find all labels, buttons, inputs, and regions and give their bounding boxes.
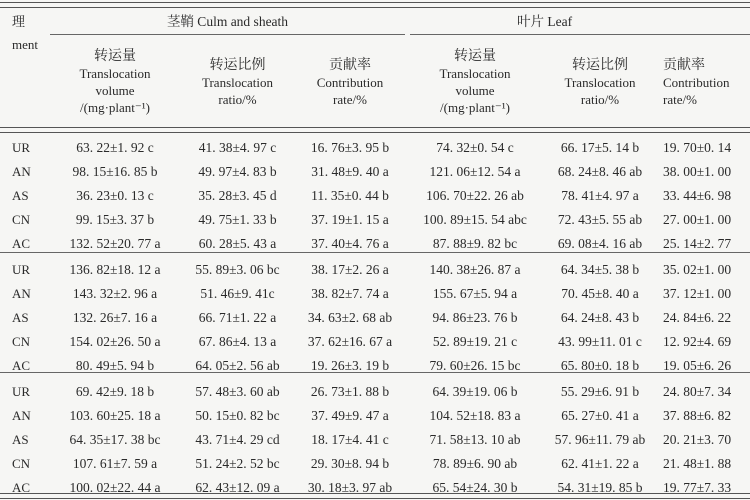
- treatment-label: AN: [12, 286, 31, 301]
- cell-value: 30. 18±3. 97 ab: [307, 480, 393, 495]
- cell-value: 20. 21±3. 70: [663, 432, 732, 447]
- cell-value: 155. 67±5. 94 a: [432, 286, 518, 301]
- cell-value: 37. 12±1. 00: [663, 286, 732, 301]
- group-leaf: 叶片 Leaf: [517, 14, 573, 29]
- cell-value: 16. 76±3. 95 b: [310, 140, 390, 155]
- cell-value: 27. 00±1. 00: [663, 212, 732, 227]
- column-header-2: [295, 34, 405, 130]
- cell-value: 80. 49±5. 94 b: [75, 358, 155, 373]
- cell-value: 51. 46±9. 41c: [200, 286, 275, 301]
- cell-value: 36. 23±0. 13 c: [76, 188, 154, 203]
- table-row: [0, 330, 750, 354]
- cell-value: 12. 92±4. 69: [663, 334, 732, 349]
- cell-value: 98. 15±16. 85 b: [72, 164, 158, 179]
- cell-value: 37. 88±6. 82: [663, 408, 732, 423]
- treatment-header-zh: 理: [12, 13, 26, 29]
- treatment-label: AN: [12, 164, 31, 179]
- cell-value: 37. 40±4. 76 a: [311, 236, 389, 251]
- cell-value: 64. 05±2. 56 ab: [195, 358, 280, 373]
- cell-value: 38. 82±7. 74 a: [311, 286, 389, 301]
- cell-value: 64. 35±17. 38 bc: [69, 432, 161, 447]
- table-row: [0, 476, 750, 500]
- cell-value: 143. 32±2. 96 a: [72, 286, 158, 301]
- cell-value: 43. 71±4. 29 cd: [195, 432, 280, 447]
- table-row: [0, 130, 750, 160]
- cell-value: 19. 70±0. 14: [663, 140, 732, 155]
- table-row: [0, 428, 750, 452]
- cell-value: 121. 06±12. 54 a: [429, 164, 521, 179]
- cell-value: 71. 58±13. 10 ab: [429, 432, 521, 447]
- treatment-label: CN: [12, 456, 31, 471]
- treatment-label: CN: [12, 334, 31, 349]
- cell-value: 65. 27±0. 41 a: [561, 408, 639, 423]
- cell-value: 50. 15±0. 82 bc: [195, 408, 280, 423]
- table-row: [0, 256, 750, 282]
- cell-value: 54. 31±19. 85 b: [557, 480, 643, 495]
- cell-value: 69. 08±4. 16 ab: [557, 236, 643, 251]
- cell-value: 24. 84±6. 22: [663, 310, 732, 325]
- column-header-row: [0, 34, 750, 130]
- cell-value: 62. 41±1. 22 a: [561, 456, 639, 471]
- cell-value: 100. 89±15. 54 abc: [423, 212, 527, 227]
- translocation-table: [0, 6, 750, 500]
- cell-value: 154. 02±26. 50 a: [69, 334, 161, 349]
- column-header-en2: volume: [455, 83, 495, 98]
- treatment-label: UR: [12, 140, 31, 155]
- cell-value: 55. 89±3. 06 bc: [195, 262, 280, 277]
- column-header-zh: 转运量: [94, 49, 136, 64]
- cell-value: 41. 38±4. 97 c: [198, 140, 277, 155]
- cell-value: 104. 52±18. 83 a: [429, 408, 521, 423]
- cell-value: 11. 35±0. 44 b: [311, 188, 389, 203]
- group-culm-sheath: 茎鞘 Culm and sheath: [166, 14, 289, 29]
- cell-value: 25. 14±2. 77: [663, 236, 732, 251]
- treatment-label: UR: [12, 262, 31, 277]
- table-row: [0, 306, 750, 330]
- cell-value: 136. 82±18. 12 a: [69, 262, 161, 277]
- cell-value: 37. 62±16. 67 a: [307, 334, 393, 349]
- cell-value: 132. 52±20. 77 a: [69, 236, 161, 251]
- treatment-label: AS: [12, 310, 29, 325]
- cell-value: 18. 17±4. 41 c: [311, 432, 389, 447]
- cell-value: 26. 73±1. 88 b: [310, 384, 390, 399]
- column-header-en2: ratio/%: [218, 91, 257, 107]
- cell-value: 35. 02±1. 00: [663, 262, 732, 277]
- cell-value: 70. 45±8. 40 a: [561, 286, 639, 301]
- cell-value: 52. 89±19. 21 c: [432, 334, 518, 349]
- cell-value: 66. 17±5. 14 b: [560, 140, 640, 155]
- column-header-en1: Translocation: [439, 66, 511, 81]
- cell-value: 67. 86±4. 13 a: [198, 334, 277, 349]
- column-header-zh: 转运量: [454, 49, 496, 64]
- table-row: [0, 378, 750, 404]
- cell-value: 37. 19±1. 15 a: [311, 212, 389, 227]
- table-row: [0, 282, 750, 306]
- column-header-3: [405, 34, 545, 130]
- cell-value: 38. 00±1. 00: [663, 164, 732, 179]
- cell-value: 63. 22±1. 92 c: [76, 140, 154, 155]
- column-header-en2: volume: [95, 83, 135, 98]
- cell-value: 106. 70±22. 26 ab: [426, 188, 524, 203]
- treatment-label: AS: [12, 188, 29, 203]
- cell-value: 64. 34±5. 38 b: [560, 262, 640, 277]
- column-header-zh: 转运比例: [572, 57, 628, 73]
- cell-value: 31. 48±9. 40 a: [311, 164, 389, 179]
- cell-value: 78. 89±6. 90 ab: [432, 456, 518, 471]
- treatment-label: AC: [12, 358, 31, 373]
- cell-value: 49. 75±1. 33 b: [198, 212, 277, 227]
- column-header-zh: 贡献率: [663, 57, 705, 73]
- cell-value: 35. 28±3. 45 d: [198, 188, 277, 203]
- table-row: [0, 452, 750, 476]
- cell-value: 24. 80±7. 34: [663, 384, 732, 399]
- column-header-en1: Translocation: [79, 66, 151, 81]
- table-row: [0, 354, 750, 378]
- treatment-label: CN: [12, 212, 31, 227]
- cell-value: 62. 43±12. 09 a: [195, 480, 280, 495]
- column-header-en2: rate/%: [663, 91, 697, 107]
- column-header-unit: /(mg·plant⁻¹): [440, 100, 510, 115]
- cell-value: 43. 99±11. 01 c: [558, 334, 642, 349]
- cell-value: 103. 60±25. 18 a: [69, 408, 161, 423]
- cell-value: 65. 54±24. 30 b: [432, 480, 518, 495]
- cell-value: 19. 05±6. 26: [663, 358, 732, 373]
- cell-value: 100. 02±22. 44 a: [69, 480, 161, 495]
- treatment-label: AS: [12, 432, 29, 447]
- cell-value: 34. 63±2. 68 ab: [307, 310, 393, 325]
- column-header-en1: Translocation: [201, 74, 274, 90]
- column-header-unit: /(mg·plant⁻¹): [80, 100, 150, 115]
- cell-value: 55. 29±6. 91 b: [560, 384, 640, 399]
- cell-value: 49. 97±4. 83 b: [198, 164, 277, 179]
- group-header-row: [0, 6, 750, 34]
- cell-value: 78. 41±4. 97 a: [561, 188, 639, 203]
- column-header-en1: Translocation: [564, 74, 636, 90]
- treatment-label: AN: [12, 408, 31, 423]
- column-header-en1: Contribution: [316, 74, 384, 90]
- column-header-en2: ratio/%: [580, 91, 620, 107]
- cell-value: 21. 48±1. 88: [663, 456, 732, 471]
- cell-value: 64. 24±8. 43 b: [560, 310, 640, 325]
- cell-value: 107. 61±7. 59 a: [72, 456, 158, 471]
- cell-value: 57. 48±3. 60 ab: [195, 384, 280, 399]
- treatment-label: UR: [12, 384, 31, 399]
- treatment-label: AC: [12, 480, 31, 495]
- cell-value: 94. 86±23. 76 b: [432, 310, 518, 325]
- table-row: [0, 208, 750, 232]
- cell-value: 65. 80±0. 18 b: [560, 358, 640, 373]
- cell-value: 72. 43±5. 55 ab: [557, 212, 643, 227]
- cell-value: 140. 38±26. 87 a: [429, 262, 521, 277]
- cell-value: 79. 60±26. 15 bc: [429, 358, 521, 373]
- column-header-en2: rate/%: [333, 91, 367, 107]
- column-header-4: [545, 34, 655, 130]
- column-header-en1: Contribution: [663, 74, 730, 90]
- cell-value: 38. 17±2. 26 a: [311, 262, 389, 277]
- cell-value: 19. 26±3. 19 b: [310, 358, 390, 373]
- cell-value: 19. 77±7. 33: [663, 480, 732, 495]
- cell-value: 64. 39±19. 06 b: [432, 384, 518, 399]
- cell-value: 132. 26±7. 16 a: [72, 310, 158, 325]
- cell-value: 57. 96±11. 79 ab: [554, 432, 646, 447]
- cell-value: 99. 15±3. 37 b: [75, 212, 155, 227]
- table-row: [0, 160, 750, 184]
- treatment-label: AC: [12, 236, 31, 251]
- cell-value: 29. 30±8. 94 b: [310, 456, 390, 471]
- cell-value: 51. 24±2. 52 bc: [195, 456, 280, 471]
- table-row: [0, 232, 750, 256]
- treatment-header-en: ment: [12, 37, 38, 52]
- table-row: [0, 404, 750, 428]
- column-header-0: [50, 34, 180, 130]
- cell-value: 68. 24±8. 46 ab: [557, 164, 643, 179]
- column-header-zh: 转运比例: [209, 57, 266, 73]
- table-row: [0, 184, 750, 208]
- cell-value: 87. 88±9. 82 bc: [432, 236, 518, 251]
- cell-value: 33. 44±6. 98: [663, 188, 732, 203]
- column-header-zh: 贡献率: [329, 57, 371, 73]
- column-header-1: [180, 34, 295, 130]
- cell-value: 37. 49±9. 47 a: [311, 408, 389, 423]
- cell-value: 60. 28±5. 43 a: [198, 236, 277, 251]
- cell-value: 69. 42±9. 18 b: [75, 384, 155, 399]
- cell-value: 74. 32±0. 54 c: [436, 140, 514, 155]
- column-header-5: [655, 34, 750, 130]
- cell-value: 66. 71±1. 22 a: [198, 310, 277, 325]
